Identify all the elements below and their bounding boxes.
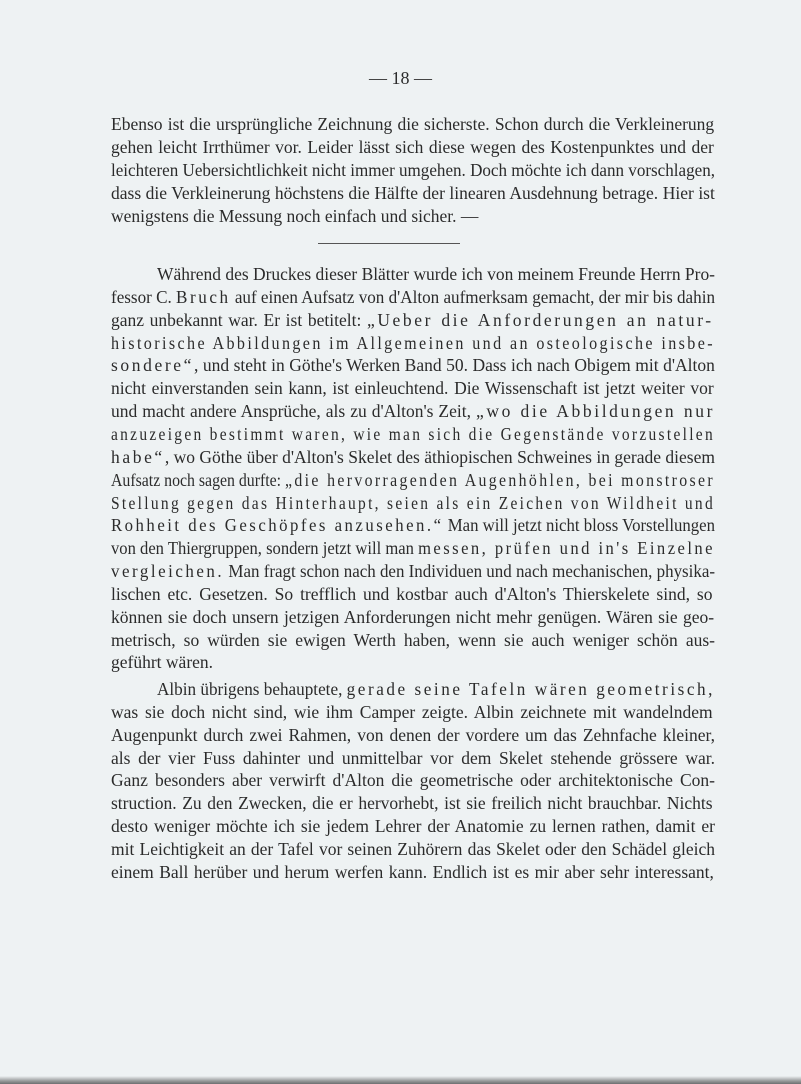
text-segment: gehen leicht Irrthümer vor. Leider lässt sich diese wegen des Kostenpunktes und der: [111, 137, 714, 157]
text-line: [111, 446, 715, 469]
text-line: [111, 286, 729, 309]
text-line: [111, 815, 715, 838]
text-segment: Man will jetzt nicht bloss Vorstellungen: [443, 515, 715, 536]
spaced-emphasis-text: vergleichen.: [111, 561, 225, 582]
spaced-emphasis-text: sondere“: [111, 355, 194, 376]
spaced-emphasis-text: gerade seine Tafeln wären geometrisch,: [346, 679, 715, 699]
text-segment: auf einen Aufsatz von d'Alton aufmerksam gemacht, der mir bis dahin: [230, 286, 715, 307]
text-segment: desto weniger möchte ich sie jedem Lehrer der Anatomie zu lernen rathen, damit er: [111, 816, 715, 837]
text-line: [111, 113, 714, 136]
text-line: [111, 400, 715, 423]
text-line: [111, 651, 213, 674]
text-line: [111, 309, 714, 332]
text-line: [111, 560, 735, 583]
text-segment: nicht einverstanden sein kann, ist einleuchtend. Die Wissenschaft ist jetzt weiter vor: [111, 378, 714, 399]
section-divider: [318, 243, 460, 244]
text-line: [111, 332, 768, 355]
text-segment: geführt wären.: [111, 652, 214, 673]
text-segment: können sie doch unsern jetzigen Anforderungen nicht mehr genügen. Wären sie geo-: [111, 606, 715, 627]
spaced-emphasis-text: „wo die Abbildungen nur: [475, 401, 715, 422]
text-line: [111, 583, 712, 606]
spaced-emphasis-text: „die hervorragenden Augenhöhlen, bei monstroser: [285, 469, 715, 490]
spaced-emphasis-text: habe“: [111, 446, 165, 467]
text-line: [111, 861, 714, 884]
text-line: [111, 537, 748, 560]
text-line: [111, 606, 714, 629]
text-segment: Man fragt schon nach den Individuen und nach mechanischen, physika-: [224, 561, 715, 582]
text-segment: leichteren Uebersichtlichkeit nicht immer umgehen. Doch möchte ich dann vorschlagen,: [111, 160, 715, 180]
text-segment: was sie doch nicht sind, wie ihm Camper zeigte. Albin zeichnete mit wandelndem: [111, 701, 713, 722]
text-segment: ganz unbekannt war. Er ist betitelt:: [111, 309, 367, 330]
text-line: [111, 492, 794, 515]
spaced-emphasis-text: Rohheit des Geschöpfes anzusehen.“: [111, 515, 444, 536]
text-segment: als der vier Fuss dahinter und unmittelbar vor dem Skelet stehende grössere war.: [111, 747, 715, 768]
text-line: [111, 792, 713, 815]
text-segment: , und steht in Göthe's Werken Band 50. Dass ich nach Obigem mit d'Alton: [194, 355, 715, 376]
text-line: [111, 205, 478, 228]
spaced-emphasis-text: historische Abbildungen im Allgemeinen und an osteologische insbe-: [111, 332, 715, 353]
text-segment: lischen etc. Gesetzen. So trefflich und kostbar auch d'Alton's Thierskelete sind, so: [111, 583, 713, 604]
text-line: [111, 159, 731, 182]
text-segment: Während des Druckes dieser Blätter wurde ich von meinem Freunde Herrn Pro-: [157, 264, 715, 284]
text-line: [111, 724, 715, 747]
spaced-emphasis-text: anzuzeigen bestimmt waren, wie man sich die Gegenstände vorzustellen: [111, 423, 715, 444]
text-line: [111, 423, 795, 446]
text-line: [111, 838, 715, 861]
text-line: [111, 701, 713, 724]
text-segment: und macht andere Ansprüche, als zu d'Alton's Zeit,: [111, 401, 476, 422]
text-line: [111, 769, 715, 792]
text-segment: mit Leichtigkeit an der Tafel vor seinen Zuhörern das Skelet oder den Schädel gleich: [111, 838, 715, 859]
text-segment: Ganz besonders aber verwirft d'Alton die geometrische oder architektonische Con-: [111, 770, 715, 791]
text-line: [111, 514, 741, 537]
text-line: [111, 354, 715, 377]
text-segment: Aufsatz noch sagen durfte:: [111, 469, 286, 490]
spaced-emphasis-text: Bruch: [176, 286, 231, 307]
text-line: [157, 263, 716, 286]
text-segment: Albin übrigens behauptete,: [157, 679, 347, 699]
text-segment: einem Ball herüber und herum werfen kann. Endlich ist es mir aber sehr interessant,: [111, 861, 714, 882]
text-segment: metrisch, so würden sie ewigen Werth haben, wenn sie auch weniger schön aus-: [111, 629, 715, 650]
spaced-emphasis-text: „Ueber die Anforderungen an natur-: [366, 309, 714, 330]
page-number: — 18 —: [369, 68, 432, 88]
text-line: [111, 629, 715, 652]
text-line: [111, 747, 715, 770]
text-segment: Ebenso ist die ursprüngliche Zeichnung die sicherste. Schon durch die Verkleinerung: [111, 114, 715, 134]
spaced-emphasis-text: Stellung gegen das Hinterhaupt, seien als ein Zeichen von Wildheit und: [111, 492, 715, 513]
text-line: [111, 469, 779, 492]
text-segment: wenigstens die Messung noch einfach und sicher. —: [111, 206, 479, 226]
text-segment: fessor C.: [111, 286, 177, 307]
text-line: [111, 377, 714, 400]
text-segment: , wo Göthe über d'Alton's Skelet des äthiopischen Schweines in gerade diesem: [164, 446, 715, 467]
text-segment: Augenpunkt durch zwei Rahmen, von denen der vordere um das Zehnfache kleiner,: [111, 724, 715, 745]
text-segment: dass die Verkleinerung höchstens die Hälfte der linearen Ausdehnung betrage. Hier ist: [111, 183, 715, 203]
text-line: [111, 136, 714, 159]
text-segment: von den Thiergruppen, sondern jetzt will man: [111, 538, 419, 559]
spaced-emphasis-text: messen, prüfen und in's Einzelne: [418, 538, 715, 559]
text-line: [111, 182, 715, 205]
text-line: [157, 678, 726, 701]
text-segment: struction. Zu den Zwecken, die er hervorhebt, ist sie freilich nicht brauchbar. Nichts: [111, 793, 713, 814]
scan-bottom-edge: [0, 1076, 801, 1084]
